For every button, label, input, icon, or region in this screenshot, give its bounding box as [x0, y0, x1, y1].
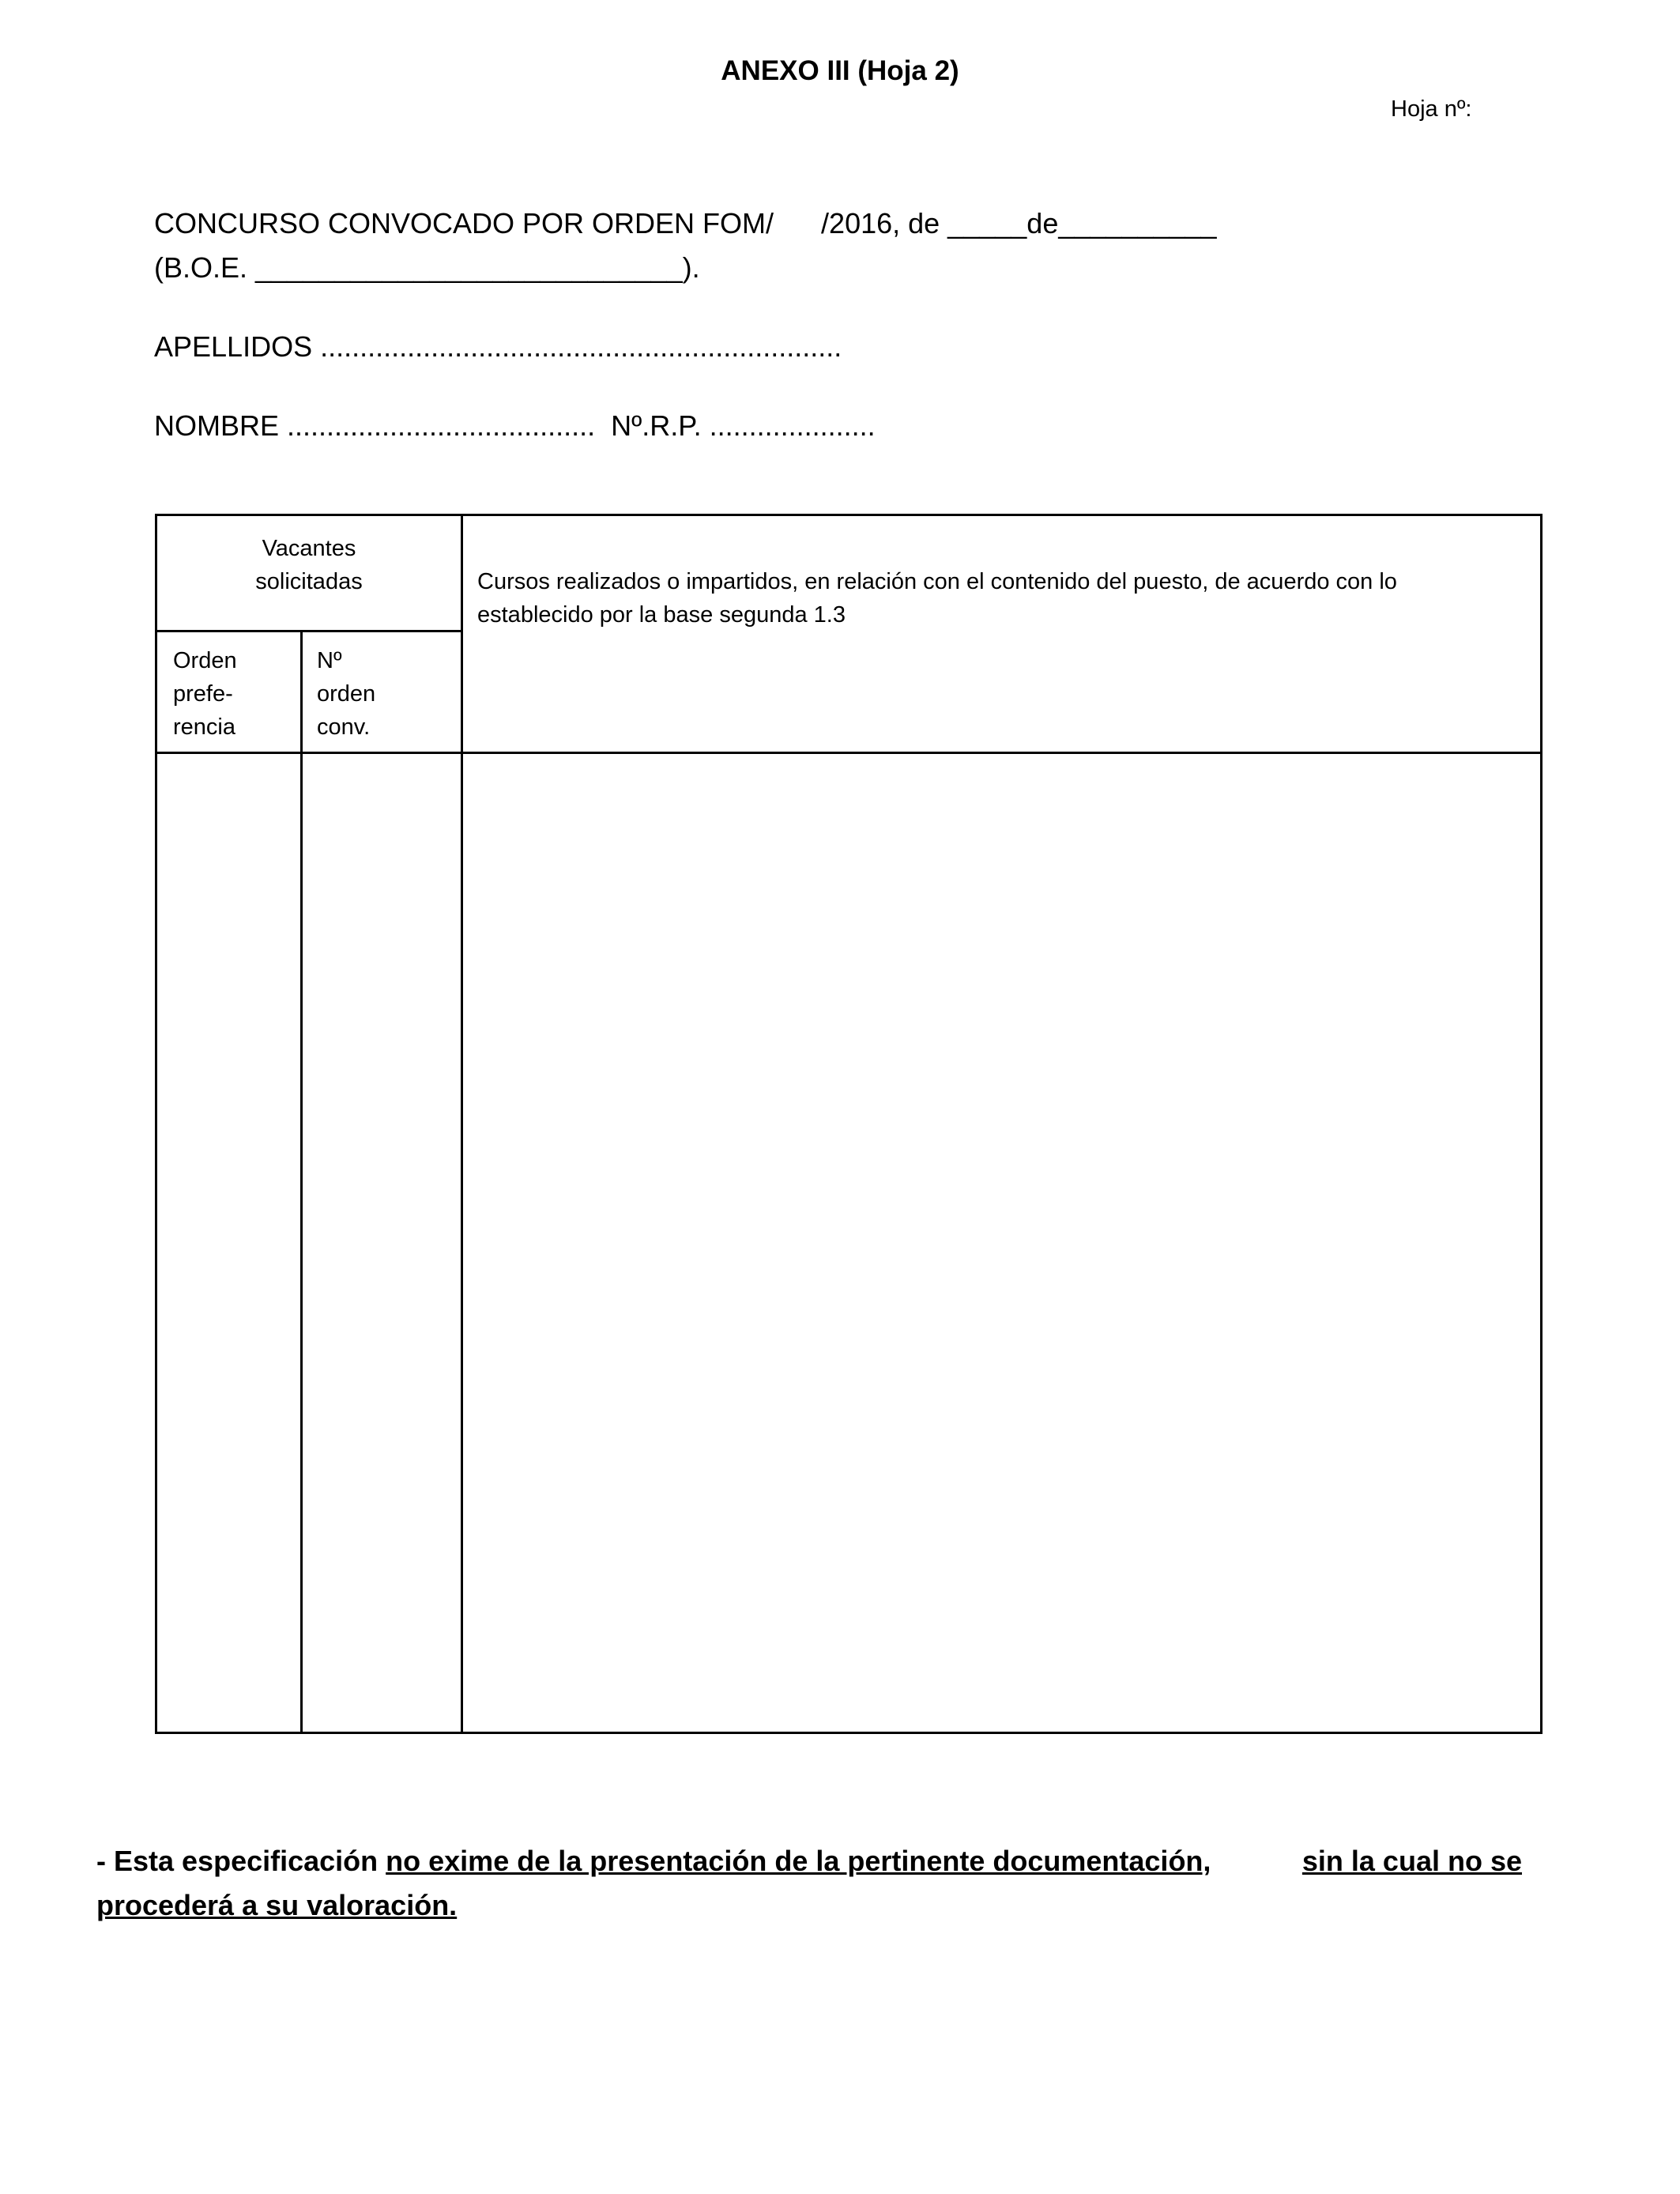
concurso-line[interactable]: CONCURSO CONVOCADO POR ORDEN FOM/ /2016, de _____de__________	[154, 207, 1217, 239]
cursos-cell[interactable]	[463, 754, 1540, 1732]
vacantes-header: Vacantes solicitadas	[255, 536, 363, 594]
orden-preferencia-header: Orden prefe- rencia	[173, 648, 237, 740]
apellidos-field[interactable]: APELLIDOS ..................................................................	[154, 330, 842, 363]
sheet-number-label: Hoja nº:	[1391, 96, 1472, 122]
footer-note-line-1	[96, 1845, 1522, 1878]
orden-conv-header: Nº orden conv.	[317, 648, 376, 740]
footer-underlined-3: procederá a su valoración.	[96, 1889, 458, 1921]
courses-table	[155, 514, 1543, 1734]
cursos-header: Cursos realizados o impartidos, en relación con el contenido del puesto, de acuerdo con lo establecido por la base segunda 1.3	[477, 569, 1397, 628]
footer-note-line-2	[96, 1889, 1522, 1922]
orden-preferencia-cell[interactable]	[157, 754, 300, 1732]
nombre-nrp-field[interactable]: NOMBRE ....................................... Nº.R.P. .....................	[154, 409, 876, 442]
boe-line[interactable]: (B.O.E. ___________________________).	[154, 251, 700, 284]
orden-conv-cell[interactable]	[303, 754, 461, 1732]
footer-underlined-2: sin la cual no se	[1301, 1845, 1522, 1877]
footer-underlined-1: no exime de la presentación de la pertinente documentación,	[386, 1845, 1211, 1877]
page-title: ANEXO III (Hoja 2)	[721, 55, 959, 86]
footer-lead: - Esta especificación	[96, 1845, 386, 1877]
footer-gap	[1211, 1845, 1258, 1877]
table-divider-vacantes-header	[157, 630, 462, 632]
